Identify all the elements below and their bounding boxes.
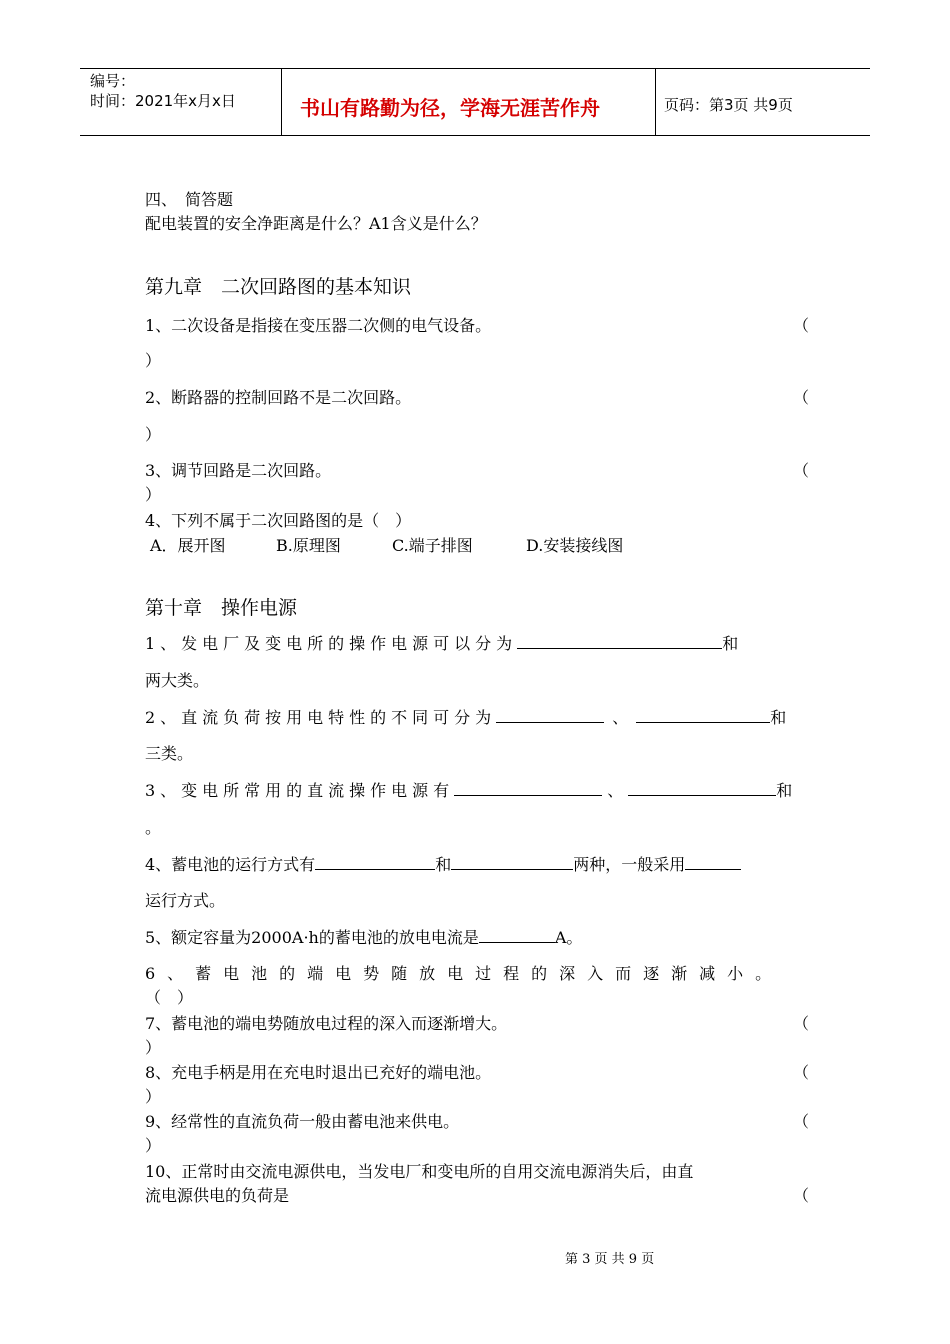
ch10-q5-unit: A。: [554, 928, 583, 947]
ch10-q4-blank-2: [451, 853, 573, 870]
header-page-label: 页码：第3页 共9页: [664, 96, 793, 114]
ch10-question-1: [145, 631, 738, 654]
ch10-question-8: 8、充电手柄是用在充电时退出已充好的端电池。: [145, 1063, 492, 1082]
ch10-q6-paren: （ ）: [145, 988, 194, 1007]
section4-question: 配电装置的安全净距离是什么？A1含义是什么？: [145, 214, 487, 233]
ch10-q2-continuation: 三类。: [145, 744, 194, 763]
section4-title: 四、 简答题: [145, 190, 234, 209]
header-bottom-rule: [80, 135, 870, 136]
ch10-q2-and: 和: [770, 708, 787, 727]
ch10-q2-blank-1: [496, 706, 604, 723]
ch9-q2-paren-open: （: [793, 388, 810, 407]
ch10-q9-paren-close: ）: [145, 1136, 162, 1155]
ch9-q1-paren-open: （: [793, 316, 810, 335]
ch9-question-4: 4、下列不属于二次回路图的是（ ）: [145, 511, 412, 530]
ch10-q1-continuation: 两大类。: [145, 671, 210, 690]
ch10-q5-blank-1: [479, 926, 555, 943]
page-footer: 第 3 页 共 9 页: [565, 1252, 655, 1267]
ch9-question-2: 2、断路器的控制回路不是二次回路。: [145, 388, 412, 407]
header-motto: 书山有路勤为径，学海无涯苦作舟: [300, 96, 600, 120]
ch10-q4-blank-3: [685, 853, 741, 870]
ch9-question-1: 1、二次设备是指接在变压器二次侧的电气设备。: [145, 316, 492, 335]
ch10-q1-blank-1: [517, 632, 722, 649]
ch10-question-7: 7、蓄电池的端电势随放电过程的深入而逐渐增大。: [145, 1014, 508, 1033]
header-number-label: 编号：: [90, 72, 136, 90]
chapter10-title: 第十章 操作电源: [145, 597, 298, 619]
ch10-q3-sep: 、: [607, 781, 624, 800]
ch9-q4-option-a: A．展开图: [150, 536, 226, 555]
ch10-q4-mid: 两种，一般采用: [573, 855, 686, 874]
ch10-q10-paren-open: （: [793, 1186, 810, 1205]
ch10-q2-blank-2: [636, 706, 770, 723]
ch9-question-3: 3、调节回路是二次回路。: [145, 461, 332, 480]
ch10-q3-text: 3、变电所常用的直流操作电源有: [145, 781, 455, 800]
ch10-q4-text: 4、蓄电池的运行方式有: [145, 855, 316, 874]
ch10-q7-paren-close: ）: [145, 1038, 162, 1057]
ch10-q10-continuation: 流电源供电的负荷是: [145, 1186, 290, 1205]
ch10-q2-sep: 、: [612, 708, 629, 727]
ch9-q3-paren-close: ）: [145, 485, 162, 504]
ch9-q1-paren-close: ）: [145, 351, 162, 370]
ch10-q4-blank-1: [315, 853, 435, 870]
header-top-rule: [80, 68, 870, 69]
ch10-question-3: [145, 778, 792, 801]
ch10-q8-paren-close: ）: [145, 1087, 162, 1106]
ch9-q4-option-c: C.端子排图: [392, 536, 473, 555]
chapter9-title: 第九章 二次回路图的基本知识: [145, 276, 412, 298]
ch10-q3-blank-2: [628, 779, 776, 796]
header-divider-left: [281, 68, 282, 136]
ch10-question-2: [145, 705, 786, 728]
ch9-q4-option-d: D.安装接线图: [526, 536, 624, 555]
ch10-question-4: [145, 852, 741, 875]
ch10-q3-and: 和: [776, 781, 793, 800]
ch10-q3-blank-1: [454, 779, 602, 796]
ch10-q4-and: 和: [435, 855, 452, 874]
ch10-q8-paren-open: （: [793, 1063, 810, 1082]
ch10-q7-paren-open: （: [793, 1014, 810, 1033]
ch9-q3-paren-open: （: [793, 461, 810, 480]
ch10-question-10: 10、正常时由交流电源供电，当发电厂和变电所的自用交流电源消失后，由直: [145, 1162, 694, 1181]
ch10-question-6: 6、蓄电池的端电势随放电过程的深入而逐渐减小。: [145, 964, 784, 983]
ch10-q5-text: 5、额定容量为2000A·h的蓄电池的放电电流是: [145, 928, 479, 947]
ch10-q4-continuation: 运行方式。: [145, 891, 226, 910]
ch10-q9-paren-open: （: [793, 1112, 810, 1131]
ch10-q1-and: 和: [722, 634, 739, 653]
ch10-question-5: [145, 925, 582, 948]
ch10-q2-text: 2、直流负荷按用电特性的不同可分为: [145, 708, 497, 727]
ch9-q4-option-b: B.原理图: [276, 536, 341, 555]
header-divider-right: [655, 68, 656, 136]
header-time-label: 时间：2021年x月x日: [90, 92, 236, 110]
ch9-q2-paren-close: ）: [145, 425, 162, 444]
ch10-q3-continuation: 。: [145, 818, 162, 837]
ch10-question-9: 9、经常性的直流负荷一般由蓄电池来供电。: [145, 1112, 460, 1131]
ch10-q1-text: 1、发电厂及变电所的操作电源可以分为: [145, 634, 518, 653]
